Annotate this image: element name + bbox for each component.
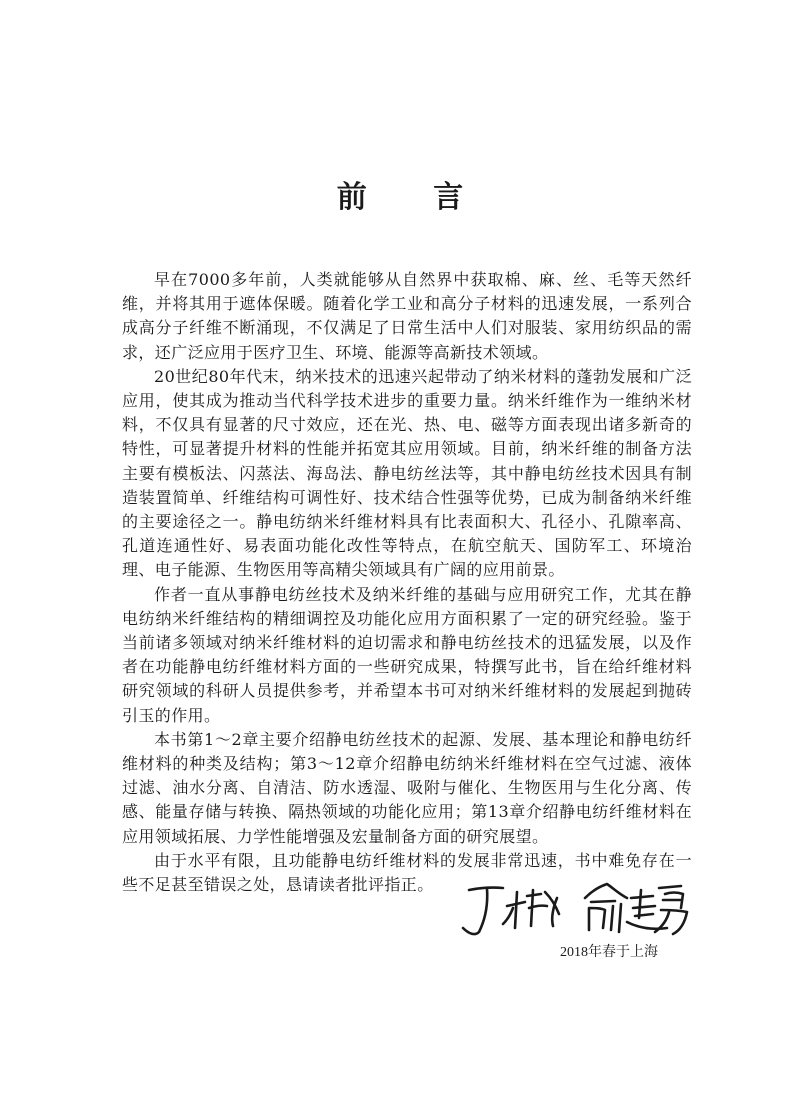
page-title: 前 言	[336, 180, 492, 215]
paragraph-4: 本书第1～2章主要介绍静电纺丝技术的起源、发展、基本理论和静电纺纤维材料的种类及结构；第3～12章介绍静电纺纳米纤维材料在空气过滤、液体过滤、油水分离、自清洁、防水透湿、吸附与催化、生物医用与生化分离、传感、能量存储与转换、隔热领域的功能化应用；第13章介绍静电纺纤维材料在应用领域拓展、力学性能增强及宏量制备方面的研究展望。	[122, 729, 692, 846]
paragraph-3: 作者一直从事静电纺丝技术及纳米纤维的基础与应用研究工作，尤其在静电纺纳米纤维结构的精细调控及功能化应用方面积累了一定的研究经验。鉴于当前诸多领域对纳米纤维材料的迫切需求和静电纺丝技术的迅猛发展，以及作者在功能静电纺纤维材料方面的一些研究成果，特撰写此书，旨在给纤维材料研究领域的科研人员提供参考，并希望本书可对纳米纤维材料的发展起到抛砖引玉的作用。	[122, 584, 692, 725]
paragraph-2: 20世纪80年代末，纳米技术的迅速兴起带动了纳米材料的蓬勃发展和广泛应用，使其成为推动当代科学技术进步的重要力量。纳米纤维作为一维纳米材料，不仅具有显著的尺寸效应，还在光、热、电、磁等方面表现出诸多新奇的特性，可显著提升材料的性能并拓宽其应用领域。目前，纳米纤维的制备方法主要有模板法、闪蒸法、海岛法、静电纺丝法等，其中静电纺丝技术因具有制造装置简单、纤维结构可调性好、技术结合性强等优势，已成为制备纳米纤维的主要途径之一。静电纺纳米纤维材料具有比表面积大、孔径小、孔隙率高、孔道连通性好、易表面功能化改性等特点，在航空航天、国防军工、环境治理、电子能源、生物医用等高精尖领域具有广阔的应用前景。	[122, 366, 692, 580]
paragraph-5: 由于水平有限，且功能静电纺纤维材料的发展非常迅速，书中难免存在一些不足甚至错误之处，恳请读者批评指正。	[122, 850, 692, 895]
signature-strokes	[455, 878, 695, 940]
paragraph-1: 早在7000多年前，人类就能够从自然界中获取棉、麻、丝、毛等天然纤维，并将其用于遮体保暖。随着化学工业和高分子材料的迅速发展，一系列合成高分子纤维不断涌现，不仅满足了日常生活中人们对服装、家用纺织品的需求，还广泛应用于医疗卫生、环境、能源等高新技术领域。	[122, 270, 692, 362]
handwritten-signature	[455, 878, 695, 940]
date-location: 2018年春于上海	[560, 945, 658, 960]
preface-body	[122, 268, 692, 897]
